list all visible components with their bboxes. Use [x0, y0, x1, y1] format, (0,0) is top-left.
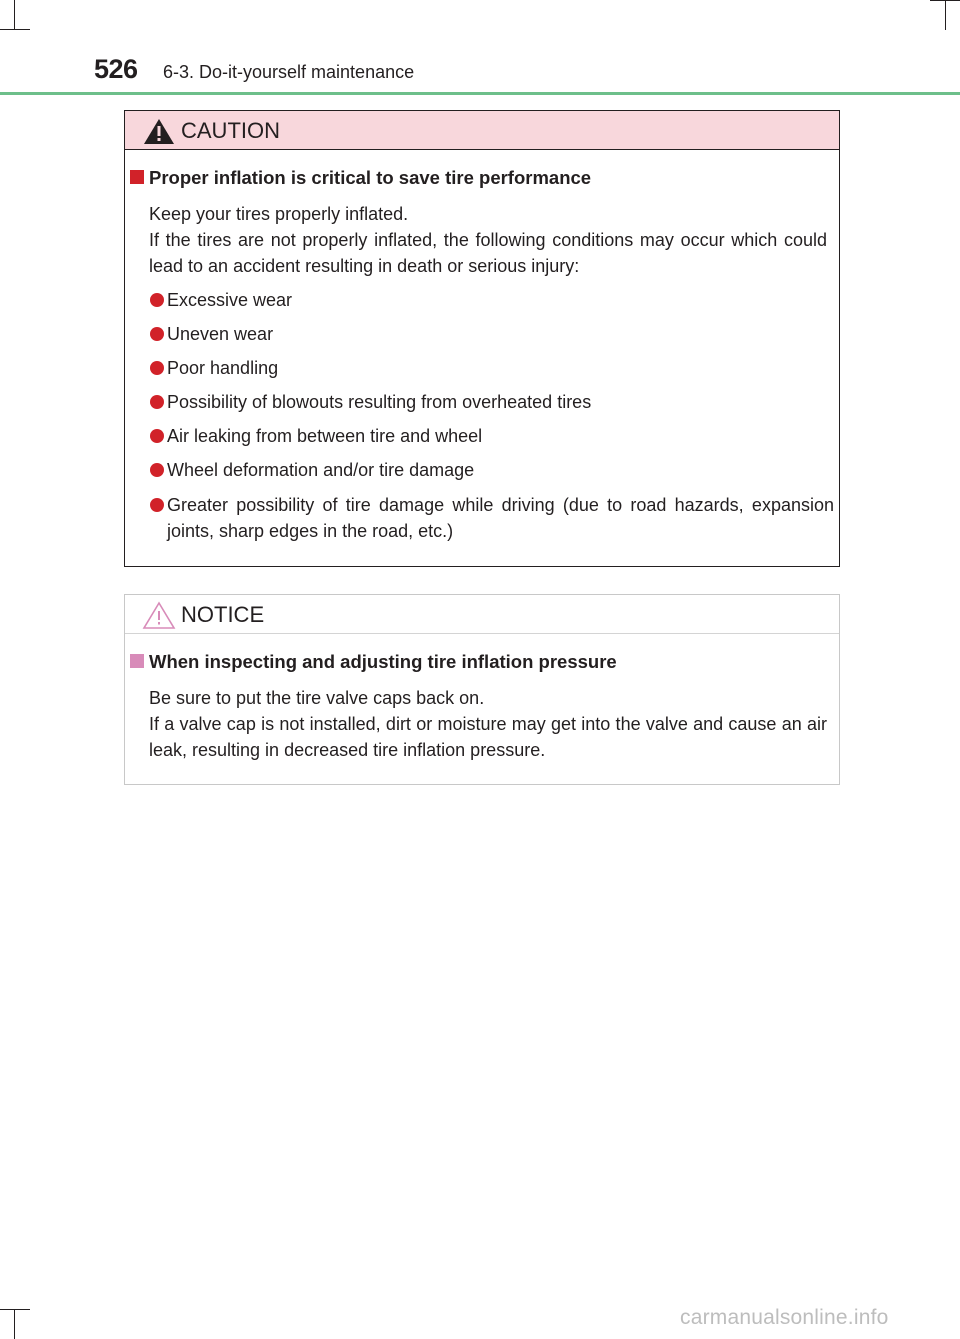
notice-box [124, 594, 840, 785]
notice-line-1: Be sure to put the tire valve caps back on. [149, 688, 485, 708]
crop-mark-bottom-left-v [14, 1309, 15, 1339]
bullet-dot [150, 498, 164, 512]
header-rule [0, 92, 960, 95]
bullet-dot [150, 361, 164, 375]
pink-square-marker [130, 654, 144, 668]
notice-header [125, 595, 839, 634]
caution-bullet-item [150, 355, 834, 381]
bullet-text: Wheel deformation and/or tire damage [167, 460, 475, 480]
caution-bullet-item [150, 492, 834, 544]
caution-bullet-item [150, 457, 834, 483]
bullet-text: Poor handling [167, 358, 279, 378]
warning-triangle-outline-icon [142, 600, 176, 630]
bullet-text: Possibility of blowouts resulting from overheated tires [167, 392, 592, 412]
warning-triangle-icon [142, 116, 176, 146]
caution-heading [130, 167, 591, 189]
notice-heading-text: When inspecting and adjusting tire inflation pressure [149, 651, 617, 672]
notice-label: NOTICE [181, 602, 265, 627]
page-number: 526 [94, 54, 138, 84]
section-title: 6-3. Do-it-yourself maintenance [163, 62, 415, 82]
bullet-dot [150, 429, 164, 443]
notice-line-2: If a valve cap is not installed, dirt or moisture may get into the valve and cause an air leak, resulting in decreased tire inflation pressure. [149, 714, 827, 760]
bullet-text: Air leaking from between tire and wheel [167, 426, 483, 446]
bullet-text: Greater possibility of tire damage while driving (due to road hazards, expansion joints, sharp edges in the road, etc.) [167, 495, 834, 541]
caution-intro-2: If the tires are not properly inflated, the following conditions may occur which could lead to an accident resulting in death or serious injury: [149, 230, 827, 276]
caution-header [125, 111, 839, 150]
bullet-dot [150, 463, 164, 477]
bullet-dot [150, 395, 164, 409]
caution-bullet-item [150, 321, 834, 347]
caution-bullet-item [150, 389, 834, 415]
caution-box [124, 110, 840, 567]
bullet-text: Uneven wear [167, 324, 274, 344]
red-square-marker [130, 170, 144, 184]
caution-bullet-item [150, 287, 834, 313]
notice-heading [130, 651, 617, 673]
bullet-text: Excessive wear [167, 290, 293, 310]
caution-intro-1: Keep your tires properly inflated. [149, 204, 409, 224]
caution-label: CAUTION [181, 118, 280, 143]
bullet-dot [150, 293, 164, 307]
caution-heading-text: Proper inflation is critical to save tire performance [149, 167, 592, 188]
crop-mark-bottom-left-h [0, 1309, 30, 1310]
watermark: carmanualsonline.info [680, 1306, 889, 1329]
bullet-dot [150, 327, 164, 341]
page-header [0, 0, 960, 96]
caution-bullet-item [150, 423, 834, 449]
